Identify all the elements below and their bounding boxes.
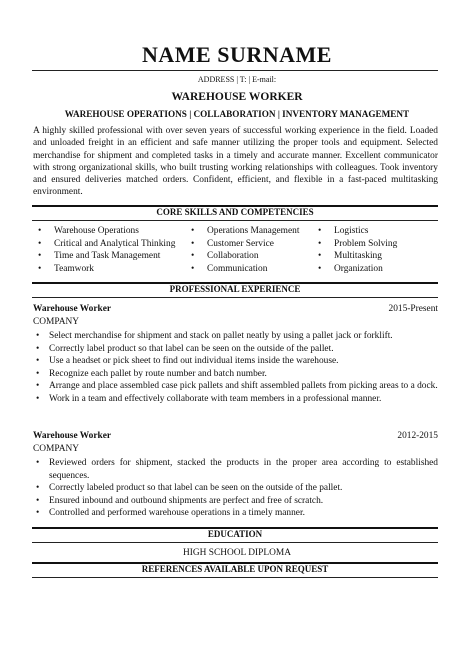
job-2-company: COMPANY [33, 444, 80, 454]
header-divider [32, 70, 438, 71]
job-2-title: Warehouse Worker [33, 431, 112, 441]
job-1-company: COMPANY [33, 317, 80, 327]
job-1-title: Warehouse Worker [33, 304, 112, 314]
job-2-duties [33, 457, 438, 520]
experience-heading: PROFESSIONAL EXPERIENCE [169, 284, 301, 294]
education-heading: EDUCATION [207, 529, 263, 539]
duty-item: • Correctly labeled product so that label can be seen on the outside of the pallet. [33, 482, 438, 495]
skills-heading: CORE SKILLS AND COMPETENCIES [156, 207, 314, 217]
skills-column-1 [38, 225, 188, 275]
duty-item: • Reviewed orders for shipment, stacked the products in the proper area according to established sequences. [33, 457, 438, 482]
duty-item: • Arrange and place assembled case pick pallets and shift assembled pallets from picking areas to a dock. [33, 380, 438, 393]
job-2-dates: 2012-2015 [397, 431, 438, 441]
skills-bottom-rule [32, 220, 438, 221]
education-degree: HIGH SCHOOL DIPLOMA [183, 548, 291, 558]
skills-column-3 [318, 225, 438, 275]
contact-line: ADDRESS | T: | E-mail: [197, 75, 277, 84]
job-title-heading: WAREHOUSE WORKER [171, 91, 303, 103]
job-1-dates: 2015-Present [388, 304, 438, 314]
skill-item: • Multitasking [318, 250, 438, 263]
education-bottom-rule [32, 542, 438, 543]
skill-item: • Time and Task Management [38, 250, 188, 263]
references-note: REFERENCES AVAILABLE UPON REQUEST [141, 564, 329, 574]
skill-item: • Collaboration [191, 250, 316, 263]
skill-item: • Logistics [318, 225, 438, 238]
duty-item: • Ensured inbound and outbound shipments are perfect and free of scratch. [33, 495, 438, 508]
duty-item: • Controlled and performed warehouse operations in a timely manner. [33, 507, 438, 520]
job-1-duties [33, 330, 438, 406]
candidate-name: NAME SURNAME [142, 42, 332, 67]
duty-item: • Correctly label product so that label can be seen on the outside of the pallet. [33, 343, 438, 356]
duty-item: • Work in a team and effectively collaborate with team members in a professional manner. [33, 393, 438, 406]
skill-item: • Critical and Analytical Thinking [38, 238, 188, 251]
skill-item: • Communication [191, 263, 316, 276]
duty-item: • Use a headset or pick sheet to find out individual items inside the warehouse. [33, 355, 438, 368]
skill-item: • Problem Solving [318, 238, 438, 251]
skill-item: • Warehouse Operations [38, 225, 188, 238]
specialties-line: WAREHOUSE OPERATIONS | COLLABORATION | INVENTORY MANAGEMENT [64, 109, 410, 119]
references-bottom-rule [32, 577, 438, 578]
skill-item: • Organization [318, 263, 438, 276]
summary-paragraph: A highly skilled professional with over seven years of successful working experience in the field. Loaded and unloaded freight in an efficient and safe manner utilizing the proper tools and equipment. Selected merchandise for shipment and completed tasks in a timely and accurate manner. Excellent communicator with strong organizational skills, who built trusting working relationships with colleagues. Took inventory and ensured deliveries matched orders. Confident, efficient, and flexible in a fast-paced multitasking environment. [33, 126, 438, 198]
skill-item: • Teamwork [38, 263, 188, 276]
skill-item: • Customer Service [191, 238, 316, 251]
skills-column-2 [191, 225, 316, 275]
experience-bottom-rule [32, 297, 438, 298]
skill-item: • Operations Management [191, 225, 316, 238]
duty-item: • Recognize each pallet by route number and batch number. [33, 368, 438, 381]
duty-item: • Select merchandise for shipment and stack on pallet neatly by using a pallet jack or forklift. [33, 330, 438, 343]
